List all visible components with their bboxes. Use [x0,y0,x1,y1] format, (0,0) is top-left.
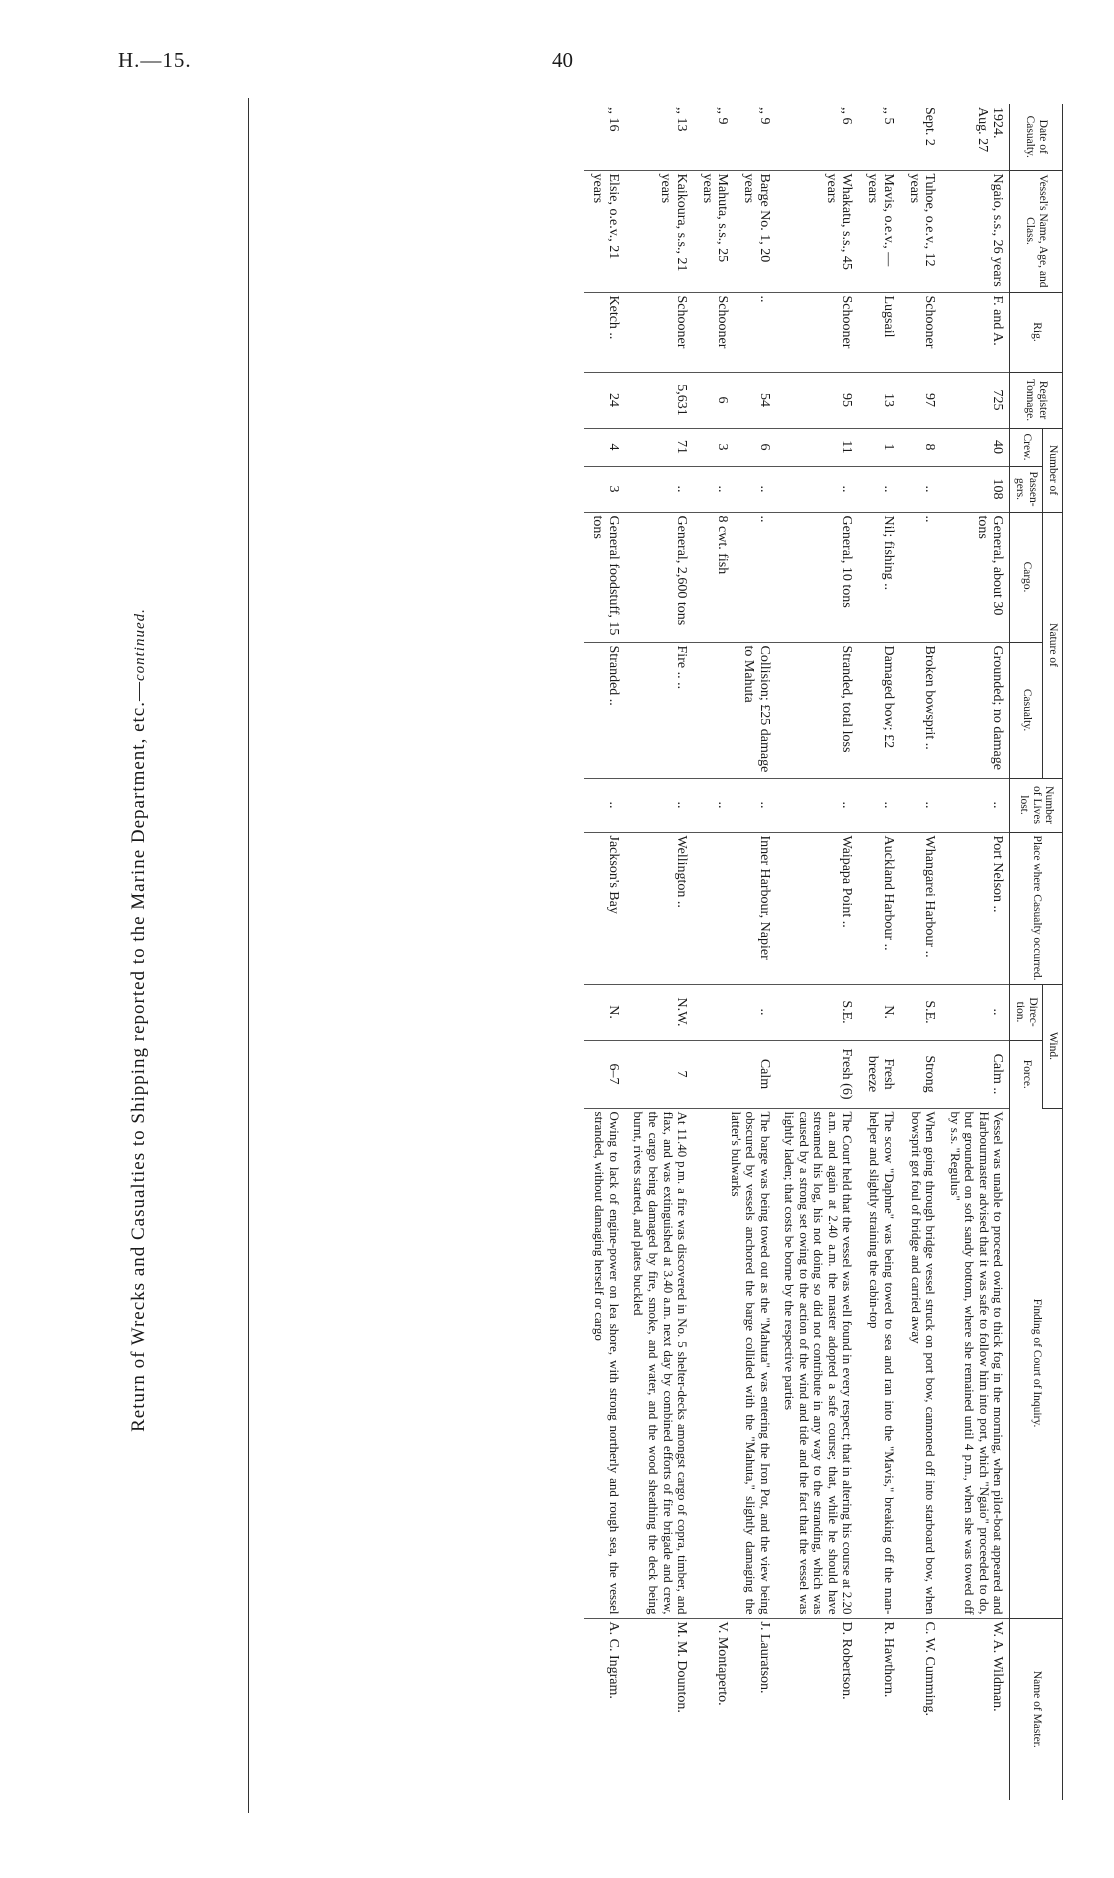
cell-master: J. Lauratson. [756,1621,772,1694]
cell-place: Auckland Harbour .. [859,832,900,984]
header-finding: Finding of Court of Inquiry. [1010,1108,1063,1618]
table-row [900,104,941,1800]
table-row [734,104,775,1800]
cell-direction: S.E. [776,984,859,1040]
cell-cargo: 8 cwt. fish [693,512,734,642]
header-number-of: Number of [1043,428,1063,512]
cell-cargo: General, 10 tons [776,512,859,642]
cell-rig: Schooner [776,292,859,372]
cell-lives: .. [776,778,859,832]
cell-lives: .. [859,778,900,832]
cell-force: Calm .. [941,1040,1010,1108]
header-lives: Number of Lives lost. [1010,778,1063,832]
cell-date: 1924. Aug. 27 [941,104,1010,170]
cell-vessel: Tuhoe, o.e.v., 12 years [900,170,941,292]
header-date: Date of Casualty. [1010,104,1063,170]
cell-finding: When going through bridge vessel struck on port bow, cannoned off into starboard bow, when bowsprit got foul of bridge and carried away [900,1108,941,1618]
cell-tonnage: 54 [734,372,775,428]
header-force: Force. [1010,1040,1043,1108]
cell-force: Fresh (6) [776,1040,859,1108]
cell-force: 7 [625,1040,693,1108]
cell-cargo: General, about 30 tons [941,512,1010,642]
cell-lives: .. [941,778,1010,832]
header-direction: Direc- tion. [1010,984,1043,1040]
cell-lives: .. [584,778,625,832]
cell-crew: 1 [859,428,900,466]
cell-rig: Schooner [900,292,941,372]
cell-passengers: .. [859,466,900,512]
cell-vessel: Elsie, o.e.v., 21 years [584,170,625,292]
cell-casualty: Stranded, total loss [776,642,859,778]
cell-direction: S.E. [900,984,941,1040]
rotated-table-area [143,104,1063,1800]
cell-date: ,, 9 [693,104,734,170]
cell-lives: .. [900,778,941,832]
cell-casualty: Broken bowsprit .. [900,642,941,778]
cell-direction: N. [584,984,625,1040]
casualty-table [584,104,1063,1800]
cell-date: ,, 13 [625,104,693,170]
cell-tonnage: 725 [941,372,1010,428]
header-row-1 [1043,104,1063,1800]
cell-tonnage: 13 [859,372,900,428]
cell-finding: Vessel was unable to proceed owing to thick fog in the morning, when pilot-boat appeared and Harbourmaster advised that it was safe to follow him into port, which "Ngaio" proceeded to do, but grounded on soft sandy bottom, where she remained until 4 p.m., when she was towed off by s.s. "Regulus" [941,1108,1010,1618]
cell-casualty: Stranded .. [584,642,625,778]
cell-force: Calm [693,1040,776,1108]
cell-crew: 8 [900,428,941,466]
cell-vessel: Whakatu, s.s., 45 years [776,170,859,292]
cell-crew: 11 [776,428,859,466]
cell-lives: .. [625,778,693,832]
cell-tonnage: 6 [693,372,734,428]
cell-place: Port Nelson .. [941,832,1010,984]
cell-rig: Schooner [625,292,693,372]
cell-crew: 6 [734,428,775,466]
header-casualty: Casualty. [1010,642,1043,778]
page-number: 40 [552,48,573,72]
cell-finding: The barge was being towed out as the "Mahuta" was entering the Iron Pot, and the view being obscured by vessels anchored the barge collided with the "Mahuta," slightly damaging the latter's bulwarks [693,1108,776,1618]
table-row [776,104,859,1800]
cell-lives: .. [734,778,775,832]
cell-master: R. Hawthorn. [880,1621,896,1698]
cell-force: Strong [900,1040,941,1108]
table-row [859,104,900,1800]
cell-casualty: Grounded; no damage [941,642,1010,778]
cell-rig: F. and A. [941,292,1010,372]
cell-cargo: .. [900,512,941,642]
cell-date: ,, 5 [859,104,900,170]
header-master: Name of Master. [1010,1618,1063,1800]
cell-rig: Lugsail [859,292,900,372]
page-code: H.—15. [118,48,192,72]
cell-master: A. C. Ingram. [605,1621,621,1699]
cell-master: C. W. Cumming. [922,1621,938,1717]
cell-place: Jackson's Bay [584,832,625,984]
cell-force: Fresh breeze [859,1040,900,1108]
cell-finding: Owing to lack of engine-power on lea shore, with strong northerly and rough sea, the vessel stranded, without damaging herself or cargo [584,1108,625,1618]
cell-casualty: Fire .. .. [625,642,693,778]
cell-passengers: .. [625,466,693,512]
header-passengers: Passen- gers. [1010,466,1043,512]
cell-tonnage: 97 [900,372,941,428]
header-vessel: Vessel's Name, Age, and Class. [1010,170,1063,292]
table-row [584,104,625,1800]
cell-casualty: Collision; £25 damage to Mahuta [693,642,776,778]
cell-master: W. A. Wildman. [990,1621,1006,1712]
cell-passengers: .. [693,466,734,512]
cell-place: Inner Harbour, Napier [693,832,776,984]
table-title-continued: continued. [132,608,148,682]
cell-passengers: 3 [584,466,625,512]
header-cargo: Cargo. [1010,512,1043,642]
cell-force: 6–7 [584,1040,625,1108]
cell-cargo: .. [734,512,775,642]
cell-vessel: Kaikoura, s.s., 21 years [625,170,693,292]
header-crew: Crew. [1010,428,1043,466]
header-rig: Rig. [1010,292,1063,372]
header-wind: Wind. [1043,984,1063,1108]
cell-master: V. Montaperto. [715,1621,731,1706]
cell-passengers: .. [776,466,859,512]
cell-cargo: Nil; fishing .. [859,512,900,642]
cell-tonnage: 95 [776,372,859,428]
cell-vessel: Mavis, o.e.v., — years [859,170,900,292]
cell-date: ,, 9 [734,104,775,170]
cell-master: M. M. Dounton. [674,1621,690,1713]
cell-vessel: Mahuta, s.s., 25 years [693,170,734,292]
cell-cargo: General, 2,600 tons [625,512,693,642]
cell-cargo: General foodstuff, 15 tons [584,512,625,642]
cell-master: D. Robertson. [839,1621,855,1700]
cell-lives: .. [693,778,734,832]
cell-crew: 4 [584,428,625,466]
cell-direction: N.W. [625,984,693,1040]
cell-direction: N. [859,984,900,1040]
cell-tonnage: 24 [584,372,625,428]
table-title-text: Return of Wrecks and Casualties to Shipping reported to the Marine Department, etc.— [128,681,149,1432]
header-place: Place where Casualty occurred. [1010,832,1063,984]
cell-passengers: .. [734,466,775,512]
cell-crew: 3 [693,428,734,466]
header-tonnage: Register Tonnage. [1010,372,1063,428]
cell-date: ,, 16 [584,104,625,170]
cell-rig: .. [734,292,775,372]
cell-finding: At 11.40 p.m. a fire was discovered in No. 5 shelter-decks amongst cargo of copra, timber, and flax, and was extinguished at 3.40 a.m. next day by combined efforts of fire brigade and crew, the cargo being damaged by fire, smoke, and water, and the wood sheathing the deck being burnt, rivets started, and plates buckled [625,1108,693,1618]
cell-date: Sept. 2 [900,104,941,170]
cell-tonnage: 5,631 [625,372,693,428]
cell-place: Wellington .. [625,832,693,984]
cell-date: ,, 6 [776,104,859,170]
table-row [625,104,693,1800]
cell-vessel: Barge No. 1, 20 years [734,170,775,292]
cell-place: Whangarei Harbour .. [900,832,941,984]
cell-direction: .. [693,984,776,1040]
cell-finding: The scow "Daphne" was being towed to sea and ran into the "Mavis," breaking off the man-helper and slightly straining the cabin-top [859,1108,900,1618]
cell-vessel: Ngaio, s.s., 26 years [941,170,1010,292]
cell-passengers: 108 [941,466,1010,512]
cell-direction: .. [941,984,1010,1040]
cell-rig: Ketch .. [584,292,625,372]
cell-finding: The Court held that the vessel was well found in every respect; that in altering his course at 2.20 a.m. and again at 2.40 a.m. the master adopted a safe course; that, while he should have streamed his log, his not doing so did not contribute in any way to the stranding, which was caused by a strong set owing to the action of the wind and tide and the fact that the vessel was lightly laden; that costs be borne by the respective parties [776,1108,859,1618]
cell-place: Waipapa Point .. [776,832,859,984]
cell-casualty: Damaged bow; £2 [859,642,900,778]
cell-crew: 40 [941,428,1010,466]
cell-rig: Schooner [693,292,734,372]
table-row [941,104,1010,1800]
cell-crew: 71 [625,428,693,466]
cell-passengers: .. [900,466,941,512]
header-nature-of: Nature of [1043,512,1063,778]
